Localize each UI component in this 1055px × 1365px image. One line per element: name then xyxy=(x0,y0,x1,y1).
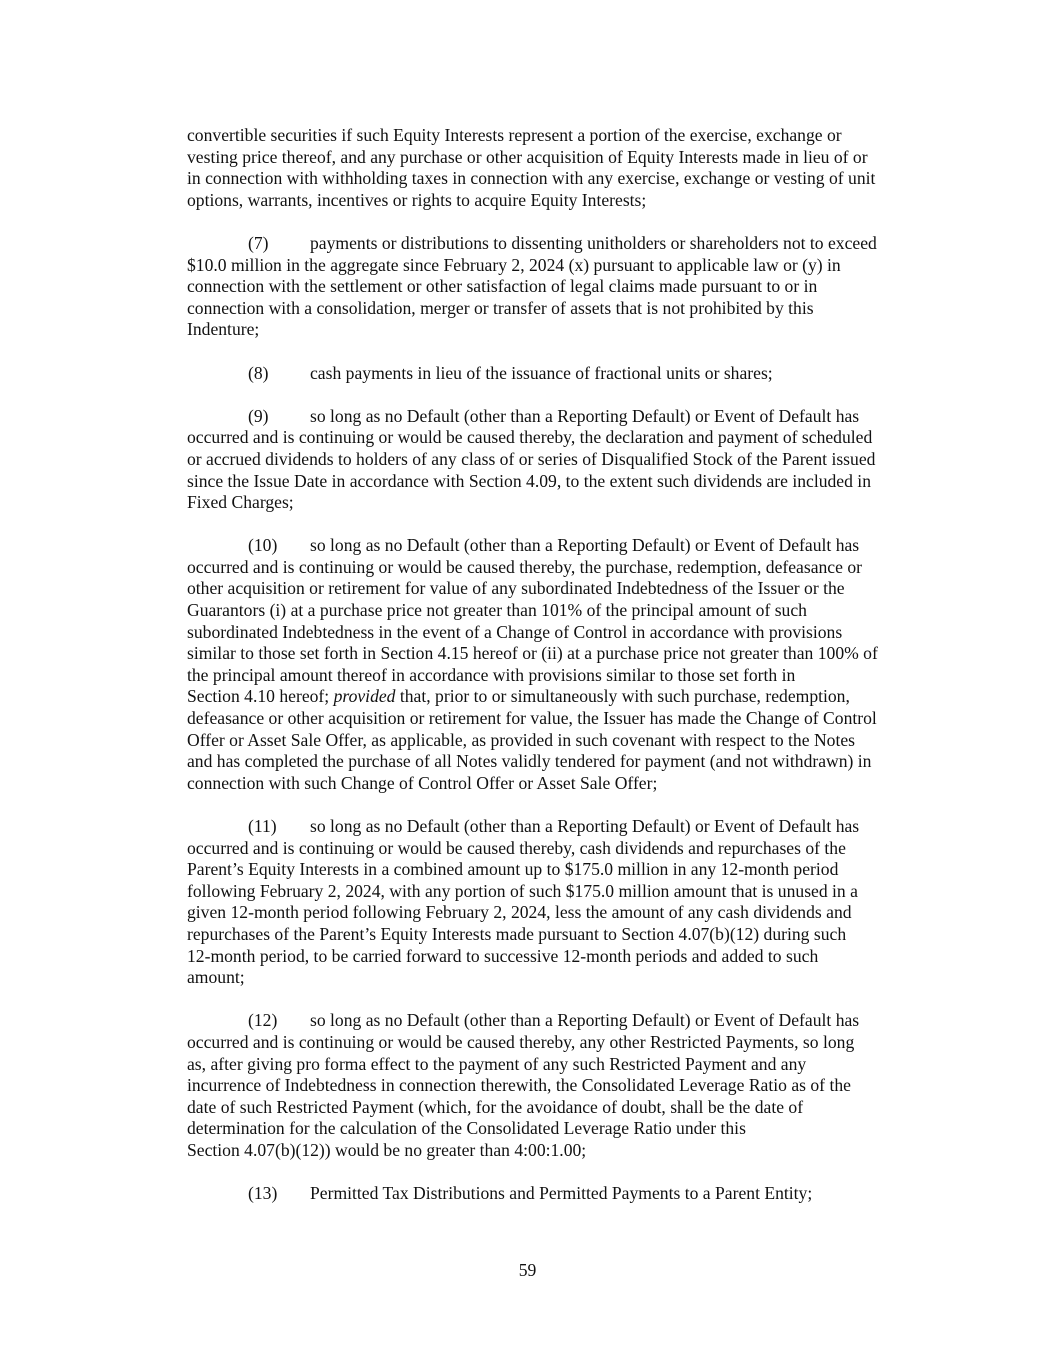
text-line: and has completed the purchase of all Notes validly tendered for payment (and not withdrawn) in xyxy=(187,751,872,772)
text-line: subordinated Indebtedness in the event of a Change of Control in accordance with provisions xyxy=(187,621,843,642)
paragraph-item-10 xyxy=(187,535,947,794)
item-number: (8) xyxy=(248,362,269,383)
item-number: (7) xyxy=(248,232,269,253)
text-line: Indenture; xyxy=(187,319,260,340)
first-line xyxy=(187,363,947,385)
paragraph-item-9 xyxy=(187,406,947,514)
text-line: Fixed Charges; xyxy=(187,492,294,513)
page-number: 59 xyxy=(518,1260,537,1280)
text-run: so long as no Default (other than a Reporting Default) or Event of Default has xyxy=(310,816,860,836)
text-line: given 12-month period following February 2, 2024, less the amount of any cash dividends and xyxy=(187,902,852,923)
text-run: cash payments in lieu of the issuance of fractional units or shares; xyxy=(310,362,773,383)
italic-term-provided: provided xyxy=(333,686,396,707)
item-number: (11) xyxy=(248,816,277,836)
paragraph-continuation xyxy=(187,125,947,211)
text-line: occurred and is continuing or would be caused thereby, any other Restricted Payments, so long xyxy=(187,1031,855,1052)
text-run: so long as no Default (other than a Reporting Default) or Event of Default has xyxy=(310,1010,860,1031)
text-run: so long as no Default (other than a Reporting Default) or Event of Default has xyxy=(310,405,860,426)
text-line: determination for the calculation of the Consolidated Leverage Ratio under this xyxy=(187,1118,746,1139)
text-line: occurred and is continuing or would be caused thereby, the purchase, redemption, defeasance or xyxy=(187,556,862,577)
first-line xyxy=(187,233,947,255)
text-line: the principal amount thereof in accordance with provisions similar to those set forth in xyxy=(187,664,796,685)
text-line: or accrued dividends to holders of any class of or series of Disqualified Stock of the Parent issued xyxy=(187,448,876,469)
text-line: occurred and is continuing or would be caused thereby, the declaration and payment of scheduled xyxy=(187,427,873,448)
text-run: so long as no Default (other than a Reporting Default) or Event of Default has xyxy=(310,535,860,556)
text-line: incurrence of Indebtedness in connection therewith, the Consolidated Leverage Ratio as of the xyxy=(187,1075,851,1096)
item-number: (13) xyxy=(248,1183,278,1204)
text-line: as, after giving pro forma effect to the payment of any such Restricted Payment and any xyxy=(187,1053,807,1074)
item-number: (12) xyxy=(248,1010,278,1031)
text-line: options, warrants, incentives or rights to acquire Equity Interests; xyxy=(187,189,647,210)
text-line: connection with such Change of Control Offer or Asset Sale Offer; xyxy=(187,772,658,793)
paragraph-item-8 xyxy=(187,363,947,385)
text-line: Offer or Asset Sale Offer, as applicable, as provided in such covenant with respect to the Notes xyxy=(187,729,855,750)
text-line: occurred and is continuing or would be caused thereby, cash dividends and repurchases of the xyxy=(187,837,846,858)
first-line xyxy=(187,1010,947,1032)
text-line: 12-month period, to be carried forward to successive 12-month periods and added to such xyxy=(187,945,819,966)
text-run: Section 4.10 hereof; xyxy=(187,686,334,707)
first-line xyxy=(187,816,947,838)
text-line: defeasance or other acquisition or retirement for value, the Issuer has made the Change of Control xyxy=(187,708,877,729)
paragraph-item-7 xyxy=(187,233,947,341)
item-number: (10) xyxy=(248,535,278,556)
text-run: Permitted Tax Distributions and Permitted Payments to a Parent Entity; xyxy=(310,1183,813,1204)
item-number: (9) xyxy=(248,405,269,426)
text-line: Guarantors (i) at a purchase price not greater than 101% of the principal amount of such xyxy=(187,600,807,621)
text-run: payments or distributions to dissenting unitholders or shareholders not to exceed xyxy=(310,232,877,253)
text-line-with-italic xyxy=(187,686,947,708)
text-line: repurchases of the Parent’s Equity Interests made pursuant to Section 4.07(b)(12) during such xyxy=(187,923,847,944)
paragraph-item-11 xyxy=(187,816,947,989)
text-line: Parent’s Equity Interests in a combined amount up to $175.0 million in any 12-month period xyxy=(187,859,839,880)
text-line: $10.0 million in the aggregate since February 2, 2024 (x) pursuant to applicable law or (y) in xyxy=(187,254,841,275)
text-line: following February 2, 2024, with any portion of such $175.0 million amount that is unused in a xyxy=(187,880,858,901)
text-line: date of such Restricted Payment (which, for the avoidance of doubt, shall be the date of xyxy=(187,1096,804,1117)
text-line: vesting price thereof, and any purchase or other acquisition of Equity Interests made in lieu of or xyxy=(187,146,868,167)
text-run: that, prior to or simultaneously with such purchase, redemption, xyxy=(395,686,850,707)
text-line: other acquisition or retirement for value of any subordinated Indebtedness of the Issuer or the xyxy=(187,578,845,599)
first-line xyxy=(187,535,947,557)
text-line: since the Issue Date in accordance with Section 4.09, to the extent such dividends are included in xyxy=(187,470,871,491)
text-line: connection with the settlement or other satisfaction of legal claims made pursuant to or in xyxy=(187,276,818,297)
body-text xyxy=(187,125,947,1226)
text-line: similar to those set forth in Section 4.15 hereof or (ii) at a purchase price not greater than 100% of xyxy=(187,643,878,664)
text-line: connection with a consolidation, merger or transfer of assets that is not prohibited by this xyxy=(187,297,814,318)
first-line xyxy=(187,406,947,428)
text-line: Section 4.07(b)(12)) would be no greater than 4:00:1.00; xyxy=(187,1139,587,1160)
first-line xyxy=(187,1183,947,1205)
text-line: amount; xyxy=(187,967,245,988)
paragraph-item-12 xyxy=(187,1010,947,1161)
text-line: in connection with withholding taxes in connection with any exercise, exchange or vesting of unit xyxy=(187,168,876,189)
paragraph-item-13 xyxy=(187,1183,947,1205)
text-line: convertible securities if such Equity Interests represent a portion of the exercise, exchange or xyxy=(187,125,842,145)
